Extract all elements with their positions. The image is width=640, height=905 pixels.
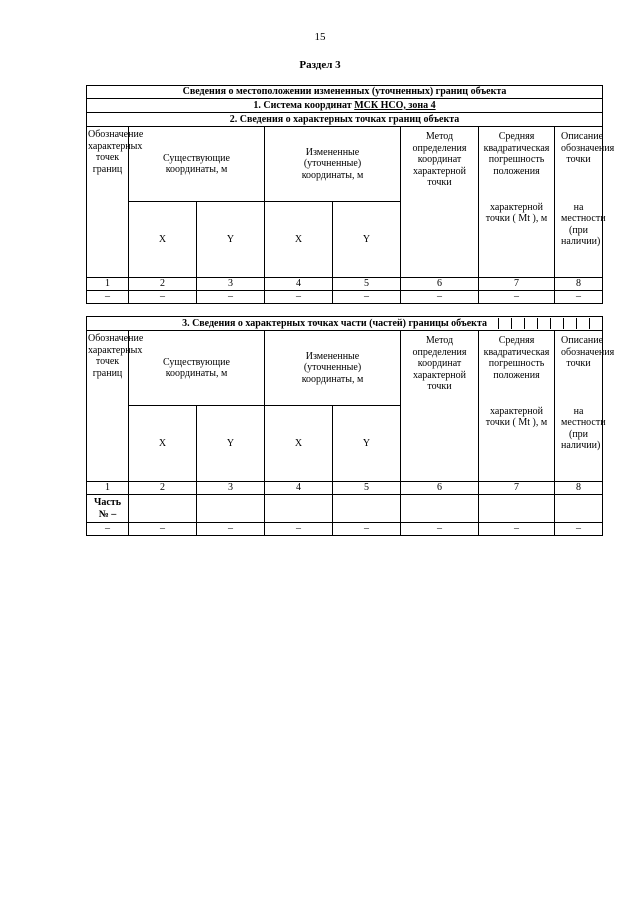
col-number-3: 3 bbox=[197, 482, 265, 495]
header-existing-coords: Существующие координаты, м bbox=[129, 331, 265, 406]
col-number-1: 1 bbox=[87, 482, 129, 495]
header-changed-coords: Измененные (уточненные) координаты, м bbox=[265, 127, 401, 202]
subsection-grid-cells bbox=[498, 318, 602, 330]
section-title: Раздел 3 bbox=[299, 59, 341, 71]
table1-title: Сведения о местоположении измененных (уточненных) границ объекта bbox=[87, 86, 603, 99]
dash-cell: – bbox=[555, 523, 603, 536]
col-number-8: 8 bbox=[555, 278, 603, 291]
empty-cell bbox=[401, 495, 479, 523]
part-boundary-points-table bbox=[86, 316, 615, 536]
dash-cell: – bbox=[197, 291, 265, 304]
dash-cell: – bbox=[401, 291, 479, 304]
page-number: 15 bbox=[314, 31, 326, 43]
col-number-2: 2 bbox=[129, 482, 197, 495]
col-number-8: 8 bbox=[555, 482, 603, 495]
header-desc-top: Описание обозначения точки bbox=[555, 331, 603, 406]
dash-cell: – bbox=[333, 523, 401, 536]
coord-system-prefix: 1. Система координат bbox=[253, 99, 355, 111]
header-existing-coords: Существующие координаты, м bbox=[129, 127, 265, 202]
header-designation: Обозначение характерных точек границ bbox=[87, 331, 129, 482]
header-method: Метод определения координат характерной точки bbox=[401, 127, 479, 278]
table-row bbox=[87, 495, 603, 523]
col-number-4: 4 bbox=[265, 278, 333, 291]
header-desc-bottom: на местности (при наличии) bbox=[555, 202, 603, 278]
part-label: Часть № – bbox=[87, 495, 129, 523]
header-y-existing: Y bbox=[197, 202, 265, 278]
header-error-top: Средняя квадратическая погрешность положения bbox=[479, 331, 555, 406]
col-number-5: 5 bbox=[333, 482, 401, 495]
dash-cell: – bbox=[555, 291, 603, 304]
header-y-existing: Y bbox=[197, 406, 265, 482]
dash-cell: – bbox=[197, 523, 265, 536]
header-x-existing: X bbox=[129, 406, 197, 482]
col-number-7: 7 bbox=[479, 278, 555, 291]
header-method: Метод определения координат характерной точки bbox=[401, 331, 479, 482]
dash-cell: – bbox=[479, 291, 555, 304]
col-number-5: 5 bbox=[333, 278, 401, 291]
header-y-changed: Y bbox=[333, 406, 401, 482]
col-number-6: 6 bbox=[401, 482, 479, 495]
dash-cell: – bbox=[265, 523, 333, 536]
coord-system-value: МСК НСО, зона 4 bbox=[354, 99, 436, 111]
empty-cell bbox=[197, 495, 265, 523]
table-row bbox=[87, 523, 603, 536]
header-error-top: Средняя квадратическая погрешность положения bbox=[479, 127, 555, 202]
empty-cell bbox=[129, 495, 197, 523]
table1-subsection: 2. Сведения о характерных точках границ объекта bbox=[87, 113, 603, 127]
dash-cell: – bbox=[333, 291, 401, 304]
header-desc-bottom: на местности (при наличии) bbox=[555, 406, 603, 482]
coord-system-row bbox=[87, 99, 603, 113]
table2-subsection-row bbox=[87, 317, 603, 331]
header-error-bottom: характерной точки ( Mt ), м bbox=[479, 406, 555, 482]
col-number-3: 3 bbox=[197, 278, 265, 291]
col-number-6: 6 bbox=[401, 278, 479, 291]
header-x-changed: X bbox=[265, 406, 333, 482]
dash-cell: – bbox=[265, 291, 333, 304]
dash-cell: – bbox=[87, 523, 129, 536]
header-desc-top: Описание обозначения точки bbox=[555, 127, 603, 202]
empty-cell bbox=[555, 495, 603, 523]
empty-cell bbox=[333, 495, 401, 523]
col-number-7: 7 bbox=[479, 482, 555, 495]
table-row bbox=[87, 291, 603, 304]
boundary-points-table bbox=[86, 85, 615, 304]
empty-cell bbox=[479, 495, 555, 523]
header-changed-coords: Измененные (уточненные) координаты, м bbox=[265, 331, 401, 406]
dash-cell: – bbox=[479, 523, 555, 536]
header-designation: Обозначение характерных точек границ bbox=[87, 127, 129, 278]
dash-cell: – bbox=[401, 523, 479, 536]
header-y-changed: Y bbox=[333, 202, 401, 278]
header-x-existing: X bbox=[129, 202, 197, 278]
col-number-1: 1 bbox=[87, 278, 129, 291]
dash-cell: – bbox=[129, 523, 197, 536]
empty-cell bbox=[265, 495, 333, 523]
dash-cell: – bbox=[87, 291, 129, 304]
col-number-4: 4 bbox=[265, 482, 333, 495]
col-number-2: 2 bbox=[129, 278, 197, 291]
header-x-changed: X bbox=[265, 202, 333, 278]
table2-subsection: 3. Сведения о характерных точках части (частей) границы объекта bbox=[182, 317, 487, 329]
dash-cell: – bbox=[129, 291, 197, 304]
header-error-bottom: характерной точки ( Mt ), м bbox=[479, 202, 555, 278]
